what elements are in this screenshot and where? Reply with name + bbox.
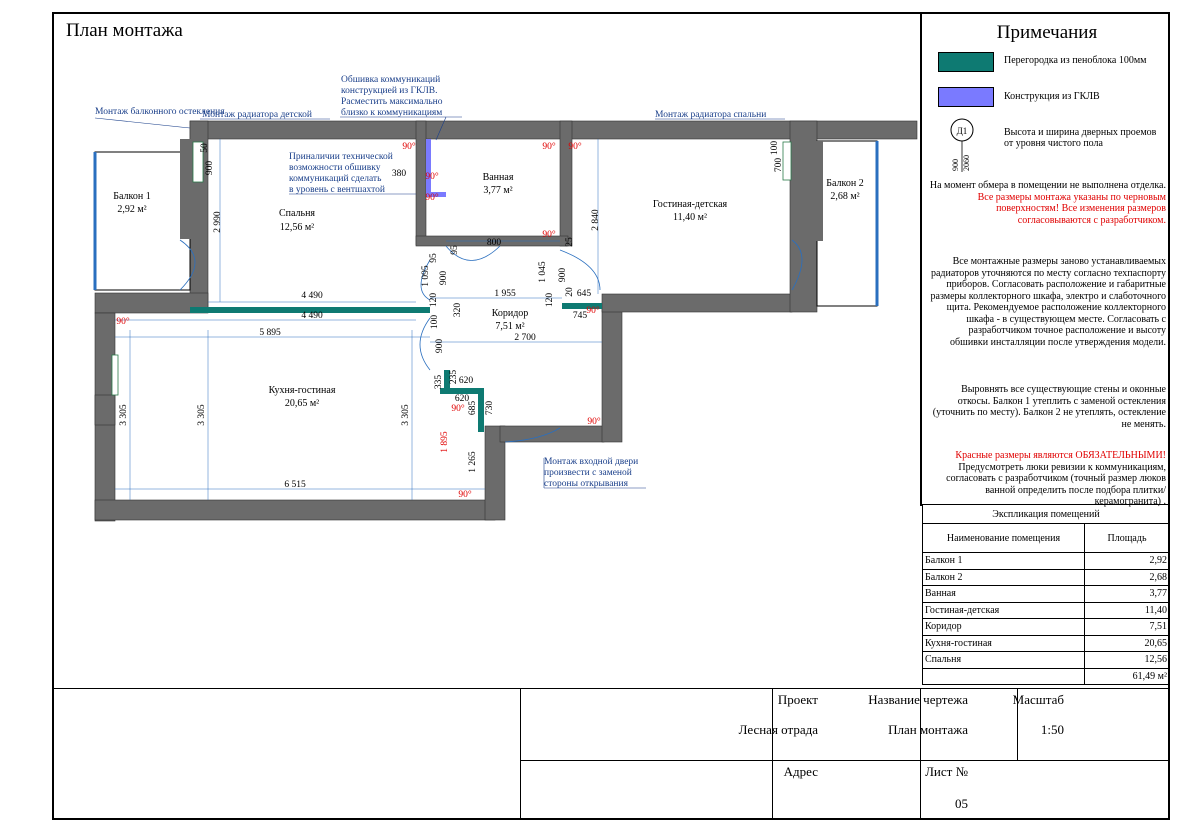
dim-100-b: 100 <box>430 314 440 330</box>
dim-900-a: 900 <box>205 160 215 176</box>
dim-900-c: 900 <box>435 338 445 354</box>
wall-bath-living <box>560 121 572 246</box>
dim-685: 685 <box>468 400 478 416</box>
balcony-1-outline <box>95 152 190 290</box>
angle-kitchen-tl: 90° <box>116 317 130 327</box>
row-area: 12,56 <box>1085 652 1170 669</box>
table-row <box>923 569 1170 586</box>
row-name: Гостиная-детская <box>923 602 1085 619</box>
row-name: Спальня <box>923 652 1085 669</box>
row-name: Балкон 1 <box>923 553 1085 570</box>
dim-3305-c: 3 305 <box>401 404 411 426</box>
wall-corridor-right <box>602 303 622 442</box>
row-name: Ванная <box>923 586 1085 603</box>
note-1-black: На момент обмера в помещении не выполнена отделка. <box>929 180 1166 191</box>
angle-bath-tr: 90° <box>542 142 556 152</box>
dim-335: 335 <box>434 374 444 390</box>
dim-3305-a: 3 305 <box>119 404 129 426</box>
dim-645: 645 <box>576 289 592 299</box>
gklv-structures <box>426 139 446 197</box>
legend-gklv-swatch <box>938 87 994 107</box>
table-row <box>923 652 1170 669</box>
stamp-scale-value: 1:50 <box>1040 722 1064 737</box>
dim-900-b: 900 <box>439 270 449 286</box>
balcony-2-outline <box>817 141 877 306</box>
dim-25: 25 <box>565 237 575 247</box>
annot-balcony-glazing: Монтаж балконного остекления <box>95 107 225 117</box>
dim-235: 235 <box>449 369 459 385</box>
note-1-red: Все размеры монтажа указаны по черновым поверхностям! Все изменения размеров согласовываются с разработчиком. <box>977 191 1166 226</box>
stamp-drawing-label: Название чертежа <box>868 692 968 707</box>
table-total-row <box>923 668 1170 685</box>
dim-1955: 1 955 <box>494 289 516 299</box>
dim-745: 745 <box>572 311 588 321</box>
dim-380: 380 <box>391 169 407 179</box>
annot-gklv-3: Расместить максимально <box>341 97 443 107</box>
dim-1265: 1 265 <box>468 451 478 473</box>
legend-foamblock-label: Перегородка из пеноблока 100мм <box>1004 55 1147 66</box>
dim-2840: 2 840 <box>591 209 601 231</box>
partition-corner <box>416 307 430 313</box>
total-area: 61,49 м² <box>1085 668 1170 685</box>
annot-door-3: стороны открывания <box>544 479 628 489</box>
explication-title: Экспликация помещений <box>923 505 1170 524</box>
room-balcony1-area: 2,92 м² <box>117 204 147 215</box>
door-mark-w: 900 <box>951 159 960 171</box>
annot-gklv-2: конструкцией из ГКЛВ. <box>341 86 438 96</box>
balcony1-wall <box>180 139 194 239</box>
door-mark-h: 2060 <box>962 155 971 171</box>
angle-bath-gklv: 90° <box>425 172 439 182</box>
dim-730: 730 <box>485 400 495 416</box>
angle-living-tl: 90° <box>568 142 582 152</box>
dim-6515: 6 515 <box>284 480 306 490</box>
room-living-name: Гостиная-детская <box>652 199 728 210</box>
wall-bedroom-bath <box>416 121 426 245</box>
annot-radiator-kids: Монтаж радиатора детской <box>202 110 312 120</box>
partition-kitchen-2 <box>478 388 484 432</box>
dim-100: 100 <box>770 140 780 156</box>
dim-1045: 1 045 <box>538 261 548 283</box>
wall-entry <box>500 426 604 442</box>
dim-95-b: 95 <box>450 245 460 255</box>
dim-120-b: 120 <box>545 292 555 308</box>
note-block-4 <box>928 450 1166 508</box>
row-area: 2,68 <box>1085 569 1170 586</box>
annot-gklv-1: Обшивка коммуникаций <box>341 75 441 85</box>
plan-title: План монтажа <box>66 20 183 41</box>
dim-120-a: 120 <box>429 292 439 308</box>
room-bath-name: Ванная <box>482 172 514 183</box>
note-block-1 <box>928 180 1166 226</box>
radiators <box>112 142 791 395</box>
wall-bottom <box>95 500 495 520</box>
stamp-sheet-label: Лист № <box>925 764 968 779</box>
door-kitchen <box>420 318 430 370</box>
title-block <box>52 688 1170 820</box>
legend-foamblock-swatch <box>938 52 994 72</box>
dim-620-b: 620 <box>454 394 470 404</box>
dim-1095: 1 095 <box>421 265 431 287</box>
table-row <box>923 635 1170 652</box>
room-balcony1-name: Балкон 1 <box>113 191 151 202</box>
notes-panel <box>920 12 1172 506</box>
dim-900-d: 900 <box>558 267 568 283</box>
row-area: 20,65 <box>1085 635 1170 652</box>
room-kitchen-area: 20,65 м² <box>284 398 320 409</box>
door-mark-id: Д1 <box>956 126 968 136</box>
row-area: 3,77 <box>1085 586 1170 603</box>
dim-4490-a: 4 490 <box>301 291 323 301</box>
note-block-2: Все монтажные размеры заново устанавливаемых радиаторов уточняются по месту согласно техпаспорту приборов. Согласовать расположение и габаритные размеры коллекторного шкафа, электро и слаботочного щита. Рекомендуемое расположение коллекторного шкафа - в существующем месте. Согласовать с разработчиком точное расположение и высоту обшивки инсталляции после утверждения модели. <box>930 256 1166 348</box>
dim-95-a: 95 <box>429 253 439 263</box>
table-row <box>923 619 1170 636</box>
row-area: 7,51 <box>1085 619 1170 636</box>
note-4-red: Красные размеры являются ОБЯЗАТЕЛЬНЫМИ! <box>955 450 1166 461</box>
annot-door-1: Монтаж входной двери <box>544 457 639 467</box>
row-area: 11,40 <box>1085 602 1170 619</box>
row-name: Кухня-гостиная <box>923 635 1085 652</box>
total-empty <box>923 668 1085 685</box>
note-4-black: Предусмотреть люки ревизии к коммуникациям, согласовать с разработчиком (точный размер люков ванной определить после подбора плитки/керамогранита) . <box>946 461 1166 507</box>
angle-corridor: 90° <box>586 306 600 316</box>
table-row <box>923 553 1170 570</box>
row-area: 2,92 <box>1085 553 1170 570</box>
stamp-project-value: Лесная отрада <box>738 722 818 737</box>
dim-2990: 2 990 <box>213 211 223 233</box>
wall-living-bottom <box>602 294 792 312</box>
annot-tech-2: возможности обшивку <box>289 163 381 173</box>
dim-320: 320 <box>453 302 463 318</box>
room-living-area: 11,40 м² <box>673 212 707 223</box>
foamblock-partitions <box>190 303 602 432</box>
angle-bath-br: 90° <box>542 230 556 240</box>
dim-20: 20 <box>565 287 575 297</box>
stamp-sheet-value: 05 <box>955 796 968 811</box>
row-name: Коридор <box>923 619 1085 636</box>
legend-gklv-label: Конструкция из ГКЛВ <box>1004 91 1100 102</box>
room-balcony2-area: 2,68 м² <box>830 191 860 202</box>
legend-door-label: Высота и ширина дверных проемов от уровня чистого пола <box>1004 127 1157 149</box>
col-area-header: Площадь <box>1085 524 1170 553</box>
notes-title: Примечания <box>996 22 1098 43</box>
annot-tech-4: в уровень с вентшахтой <box>289 185 385 195</box>
room-bedroom-area: 12,56 м² <box>279 222 315 233</box>
annot-gklv-4: близко к коммуникациям <box>341 108 443 118</box>
angle-bedroom-tr: 90° <box>402 142 416 152</box>
annot-tech-3: коммуникаций сделать <box>289 174 382 184</box>
col-name-header: Наименование помещения <box>923 524 1085 553</box>
note-block-3: Выровнять все существующие стены и оконные откосы. Балкон 1 утеплить с заменой остекления (уточнить по месту). Балкон 2 не утеплять, остекление не менять. <box>932 384 1166 430</box>
stamp-scale-label: Масштаб <box>1012 692 1064 707</box>
room-corridor-name: Коридор <box>491 308 529 319</box>
dim-1895: 1 895 <box>440 431 450 453</box>
dim-700: 700 <box>774 157 784 173</box>
dim-4490-b: 4 490 <box>301 311 323 321</box>
room-balcony2-name: Балкон 2 <box>826 178 864 189</box>
room-bath-area: 3,77 м² <box>483 185 513 196</box>
annot-radiator-bedroom: Монтаж радиатора спальни <box>655 110 767 120</box>
table-row <box>923 602 1170 619</box>
table-row <box>923 586 1170 603</box>
annot-door-2: произвести с заменой <box>544 468 632 478</box>
stamp-drawing-value: План монтажа <box>888 722 968 737</box>
wall-window-pier <box>95 395 115 425</box>
dim-5895: 5 895 <box>259 328 281 338</box>
angle-kitchen-br: 90° <box>458 490 472 500</box>
room-bedroom-name: Спальня <box>278 208 316 219</box>
dim-800: 800 <box>486 238 502 248</box>
stamp-project-label: Проект <box>777 692 818 707</box>
gklv-1 <box>426 139 431 197</box>
stamp-address-label: Адрес <box>783 764 818 779</box>
radiator-kitchen <box>112 355 118 395</box>
angle-entry: 90° <box>587 417 601 427</box>
annot-tech-1: Приналичии технической <box>289 152 393 162</box>
dim-2700: 2 700 <box>514 333 536 343</box>
dim-3305-b: 3 305 <box>197 404 207 426</box>
legend-door-symbol <box>944 116 984 176</box>
room-corridor-area: 7,51 м² <box>495 321 525 332</box>
radiator-bedroom <box>783 142 791 180</box>
row-name: Балкон 2 <box>923 569 1085 586</box>
room-kitchen-name: Кухня-гостиная <box>268 385 336 396</box>
dim-620-a: 620 <box>458 376 474 386</box>
explication-table <box>922 504 1170 685</box>
dim-50: 50 <box>200 143 210 153</box>
angle-kitchen-niche: 90° <box>451 404 465 414</box>
balcony2-wall <box>809 141 823 241</box>
angle-bath-gklv-2: 90° <box>425 193 439 203</box>
